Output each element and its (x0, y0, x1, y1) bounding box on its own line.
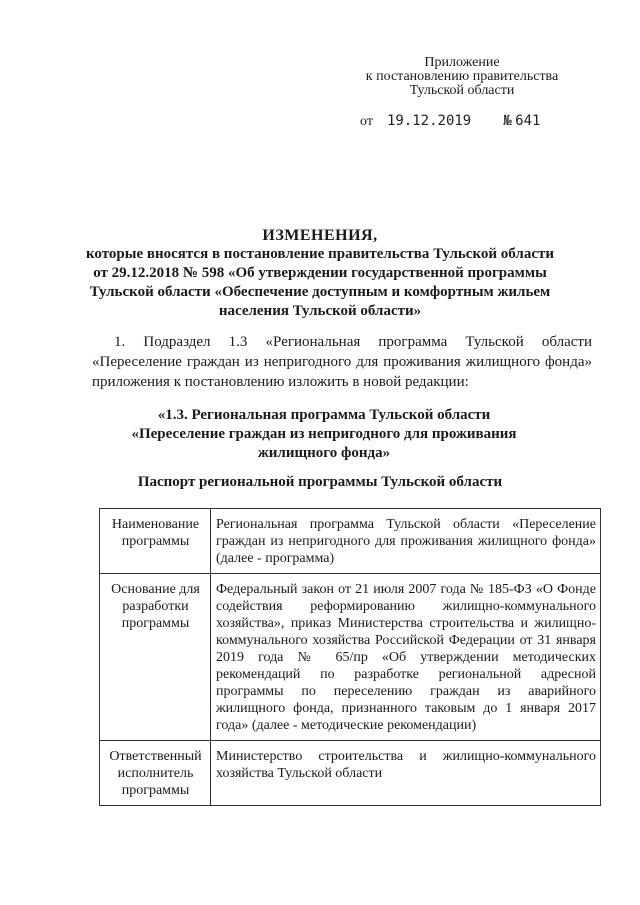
row-label: Наименование программы (100, 509, 211, 574)
title-heading: ИЗМЕНЕНИЯ, (262, 227, 378, 244)
title-line: которые вносятся в постановление правительства Тульской области (85, 246, 555, 262)
appendix-line: Приложение (424, 55, 500, 70)
passport-table (99, 508, 601, 806)
date-label: от (360, 114, 373, 129)
appendix-line: к постановлению правительства (365, 69, 559, 84)
row-label: Основание для разработки программы (100, 574, 211, 741)
date-value: 19.12.2019 (386, 113, 472, 129)
section-title-line: «Переселение граждан из непригодного для проживания (131, 426, 517, 442)
document-title (60, 226, 580, 321)
number-value: 641 (515, 113, 541, 129)
paragraph-rest: «Переселение граждан из непригодного для проживания жилищного фонда» приложения к постановлению изложить в новой редакции: (92, 354, 592, 390)
row-value: Федеральный закон от 21 июля 2007 года № 185-ФЗ «О Фонде содействия реформированию жилищно-коммунального хозяйства», приказ Министерства строительства и жилищно-коммунального хозяйства Российской Федерации от 31 января 2019 года № 65/пр «Об утверждении методических рекомендаций по разработке региональной адресной программы по переселению граждан из аварийного жилищного фонда, признанного таковым до 1 января 2017 года» (далее - методические рекомендации) (211, 574, 601, 741)
table-row (100, 741, 601, 806)
table-row (100, 509, 601, 574)
paragraph-1 (92, 332, 592, 392)
row-value: Министерство строительства и жилищно-коммунального хозяйства Тульской области (211, 741, 601, 806)
section-title (100, 406, 548, 463)
paragraph-first-line: 1. Подраздел 1.3 «Региональная программа Тульской области (114, 334, 592, 350)
number-label: № (503, 113, 512, 129)
table-row (100, 574, 601, 741)
section-title-line: «1.3. Региональная программа Тульской области (157, 407, 491, 423)
title-line: населения Тульской области» (218, 303, 422, 319)
passport-title: Паспорт региональной программы Тульской области (137, 474, 503, 490)
section-title-line: жилищного фонда» (257, 445, 391, 461)
row-label: Ответственный исполнитель программы (100, 741, 211, 806)
title-line: Тульской области «Обеспечение доступным и комфортным жильем (89, 284, 551, 300)
row-value: Региональная программа Тульской области «Переселение граждан из непригодного для проживания жилищного фонда» (далее - программа) (211, 509, 601, 574)
appendix-header (352, 56, 572, 98)
appendix-line: Тульской области (409, 83, 515, 98)
date-number-line (360, 113, 540, 130)
title-line: от 29.12.2018 № 598 «Об утверждении государственной программы (93, 265, 547, 281)
